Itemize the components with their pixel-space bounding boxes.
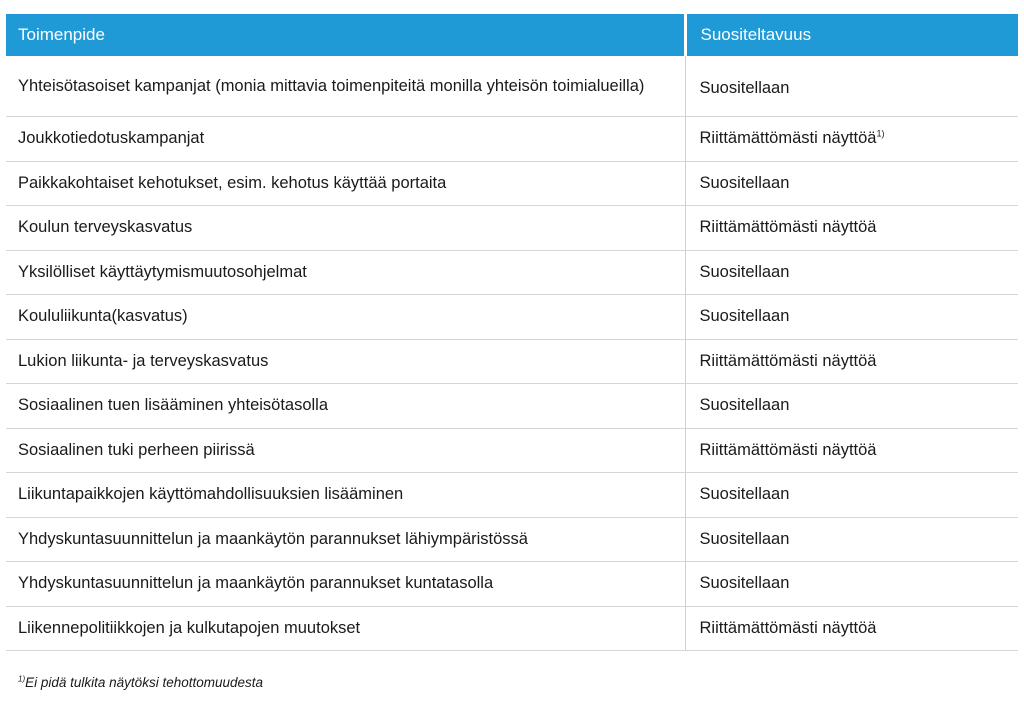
- recommendation-cell: [685, 428, 1018, 473]
- recommendation-text: Suositellaan: [699, 307, 790, 326]
- table-row: [6, 56, 1018, 117]
- recommendation-text: Riittämättömästi näyttöä: [699, 440, 877, 459]
- recommendation-text: Suositellaan: [699, 529, 790, 548]
- measure-cell: Yksilölliset käyttäytymismuutosohjelmat: [6, 250, 685, 295]
- measure-cell: Paikkakohtaiset kehotukset, esim. kehotus käyttää portaita: [6, 161, 685, 206]
- measure-cell: Lukion liikunta- ja terveyskasvatus: [6, 339, 685, 384]
- recommendation-table: [6, 14, 1018, 651]
- recommendation-text: Suositellaan: [699, 396, 790, 415]
- recommendation-text: Suositellaan: [699, 485, 790, 504]
- recommendation-text: Riittämättömästi näyttöä: [699, 351, 877, 370]
- measure-cell: Sosiaalinen tuen lisääminen yhteisötasolla: [6, 384, 685, 429]
- recommendation-text: Suositellaan: [699, 78, 790, 97]
- table-row: [6, 517, 1018, 562]
- recommendation-cell: [685, 295, 1018, 340]
- footnote: [18, 675, 263, 690]
- table-row: [6, 473, 1018, 518]
- table-row: [6, 161, 1018, 206]
- recommendation-text: Riittämättömästi näyttöä: [699, 129, 877, 148]
- recommendation-text: Suositellaan: [699, 574, 790, 593]
- footnote-text: Ei pidä tulkita näytöksi tehottomuudesta: [25, 675, 264, 690]
- measure-cell: Yhdyskuntasuunnittelun ja maankäytön parannukset lähiympäristössä: [6, 517, 685, 562]
- footnote-marker: 1): [18, 674, 26, 684]
- recommendation-cell: [685, 606, 1018, 651]
- table-row: [6, 117, 1018, 162]
- recommendation-text: Suositellaan: [699, 262, 790, 281]
- recommendation-text: Riittämättömästi näyttöä: [699, 618, 877, 637]
- table-row: [6, 339, 1018, 384]
- table-row: [6, 562, 1018, 607]
- recommendation-cell: [685, 384, 1018, 429]
- measure-cell: Koululiikunta(kasvatus): [6, 295, 685, 340]
- measure-cell: Yhteisötasoiset kampanjat (monia mittavia toimenpiteitä monilla yhteisön toimialueilla): [6, 56, 685, 117]
- measure-cell: Sosiaalinen tuki perheen piirissä: [6, 428, 685, 473]
- table-row: [6, 295, 1018, 340]
- header-measure: Toimenpide: [6, 14, 685, 56]
- measure-cell: Liikennepolitiikkojen ja kulkutapojen muutokset: [6, 606, 685, 651]
- recommendation-cell: [685, 161, 1018, 206]
- table-row: [6, 428, 1018, 473]
- measure-cell: Yhdyskuntasuunnittelun ja maankäytön parannukset kuntatasolla: [6, 562, 685, 607]
- recommendation-cell: [685, 117, 1018, 162]
- footnote-reference: 1): [876, 128, 885, 139]
- recommendation-cell: [685, 562, 1018, 607]
- table-row: [6, 384, 1018, 429]
- recommendation-cell: [685, 250, 1018, 295]
- table-row: [6, 206, 1018, 251]
- table-row: [6, 250, 1018, 295]
- measure-cell: Liikuntapaikkojen käyttömahdollisuuksien lisääminen: [6, 473, 685, 518]
- recommendation-text: Suositellaan: [699, 173, 790, 192]
- header-recommendation: Suositeltavuus: [685, 14, 1018, 56]
- recommendation-cell: [685, 473, 1018, 518]
- measure-cell: Joukkotiedotuskampanjat: [6, 117, 685, 162]
- recommendation-cell: [685, 56, 1018, 117]
- document-page: [6, 14, 1018, 651]
- recommendation-cell: [685, 517, 1018, 562]
- table-row: [6, 606, 1018, 651]
- recommendation-cell: [685, 206, 1018, 251]
- measure-cell: Koulun terveyskasvatus: [6, 206, 685, 251]
- recommendation-cell: [685, 339, 1018, 384]
- table-header-row: [6, 14, 1018, 56]
- recommendation-text: Riittämättömästi näyttöä: [699, 218, 877, 237]
